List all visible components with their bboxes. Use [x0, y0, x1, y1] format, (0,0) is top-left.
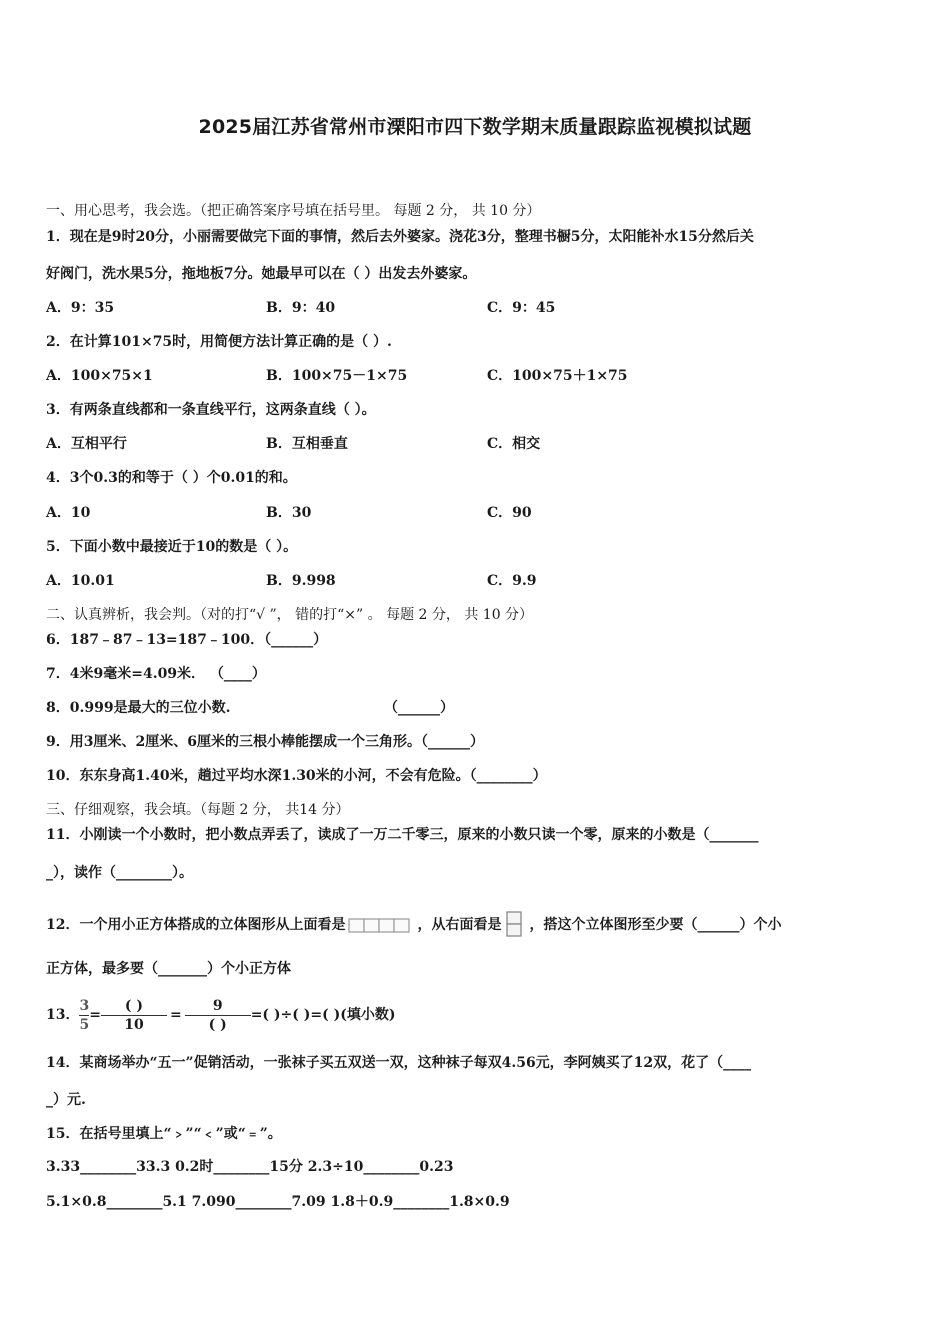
q1-option-b: B．9：40	[266, 300, 336, 316]
q13-tail: =( )÷( )=( )(填小数)	[250, 1007, 396, 1023]
q1-option-c: C．9：45	[487, 300, 556, 316]
q3-option-c: C．相交	[487, 436, 541, 452]
q5-option-a: A．10.01	[46, 573, 115, 589]
q14-line2: _）元.	[46, 1092, 86, 1108]
q11-line1: 11．小刚读一个小数时，把小数点弄丢了，读成了一万二千零三，原来的小数只读一个零，原来的小数是（_______	[46, 827, 759, 843]
right-view-icon	[503, 910, 527, 940]
q13-fraction-1	[79, 998, 89, 1033]
q2-option-c: C．100×75＋1×75	[487, 368, 628, 384]
q13-f3-numerator: 9	[212, 997, 223, 1014]
q13-eq-2: =	[169, 1007, 182, 1023]
section-3-heading: 三、仔细观察，我会填。（每题 2 分， 共14 分）	[46, 802, 350, 818]
q8-text: 8．0.999是最大的三位小数.	[46, 700, 231, 716]
q11-line2: _），读作（________）。	[46, 865, 193, 881]
q10-text: 10．东东身高1.40米，趟过平均水深1.30米的小河，不会有危险。（________）	[46, 768, 547, 784]
q6-text: 6．187﹣87﹣13=187﹣100．（______）	[46, 632, 328, 648]
q12-part3: ，搭这个立体图形至少要（______）个小	[529, 917, 782, 933]
q1-line1: 1．现在是9时20分，小丽需要做完下面的事情，然后去外婆家。浇花3分，整理书橱5分，太阳能补水15分然后关	[46, 229, 754, 245]
q15-row1: 3.33________33.3 0.2时________15分 2.3÷10________0.23	[46, 1159, 454, 1175]
q8-blank: （______）	[384, 700, 454, 716]
q13-line	[46, 991, 396, 1039]
q15-text: 15．在括号里填上“﹥”“﹤”或“﹦”。	[46, 1126, 282, 1142]
section-1-heading: 一、用心思考，我会选。（把正确答案序号填在括号里。 每题 2 分， 共 10 分）	[46, 203, 541, 219]
q12-part1: 12．一个用小正方体搭成的立体图形从上面看是	[46, 917, 346, 933]
q13-eq-1: =	[89, 1007, 101, 1023]
q5-text: 5．下面小数中最接近于10的数是（ ）。	[46, 539, 298, 555]
section-2-heading: 二、认真辨析，我会判。（对的打“√ ”， 错的打“×” 。 每题 2 分， 共 10 分）	[46, 607, 534, 623]
top-view-icon	[347, 914, 415, 936]
q4-option-b: B．30	[266, 505, 312, 521]
q13-f1-bar	[79, 1015, 89, 1016]
exam-title: 2025届江苏省常州市溧阳市四下数学期末质量跟踪监视模拟试题	[198, 116, 752, 138]
q2-option-a: A．100×75×1	[46, 368, 153, 384]
q15-row2: 5.1×0.8________5.1 7.090________7.09 1.8＋0.9________1.8×0.9	[46, 1194, 510, 1210]
q2-text: 2．在计算101×75时，用简便方法计算正确的是（ ）.	[46, 334, 392, 350]
q7-text: 7．4米9毫米=4.09米． （____）	[46, 666, 266, 682]
q13-f2-bar	[101, 1015, 167, 1016]
q1-line2: 好阀门，洗水果5分，拖地板7分。她最早可以在（ ）出发去外婆家。	[46, 266, 477, 282]
q13-f1-denominator: 5	[79, 1016, 90, 1033]
q13-f2-denominator: 10	[124, 1016, 144, 1033]
q3-option-a: A．互相平行	[46, 436, 127, 452]
q12-part2: ，从右面看是	[417, 917, 502, 933]
q2-option-b: B．100×75－1×75	[266, 368, 408, 384]
q1-option-a: A．9：35	[46, 300, 115, 316]
q4-option-a: A．10	[46, 505, 91, 521]
q4-text: 4．3个0.3的和等于（ ）个0.01的和。	[46, 470, 297, 486]
q13-f3-denominator: ( )	[208, 1016, 227, 1033]
q13-f1-numerator: 3	[79, 997, 90, 1014]
q13-fraction-2	[101, 998, 167, 1033]
q13-f2-numerator: ( )	[124, 997, 144, 1014]
q5-option-c: C．9.9	[487, 573, 537, 589]
q12-line2: 正方体，最多要（_______）个小正方体	[46, 961, 291, 977]
q13-f3-bar	[185, 1015, 251, 1016]
q3-option-b: B．互相垂直	[266, 436, 348, 452]
q13-fraction-3	[185, 998, 251, 1033]
q3-text: 3．有两条直线都和一条直线平行，这两条直线（ ）。	[46, 402, 376, 418]
q9-text: 9．用3厘米、2厘米、6厘米的三根小棒能摆成一个三角形。（______）	[46, 734, 484, 750]
q4-option-c: C．90	[487, 505, 532, 521]
q12-line1	[46, 910, 781, 940]
q14-line1: 14．某商场举办“五一”促销活动，一张袜子买五双送一双，这种袜子每双4.56元，李阿姨买了12双，花了（____	[46, 1055, 752, 1071]
q5-option-b: B．9.998	[266, 573, 336, 589]
q13-label: 13．	[46, 1007, 80, 1023]
